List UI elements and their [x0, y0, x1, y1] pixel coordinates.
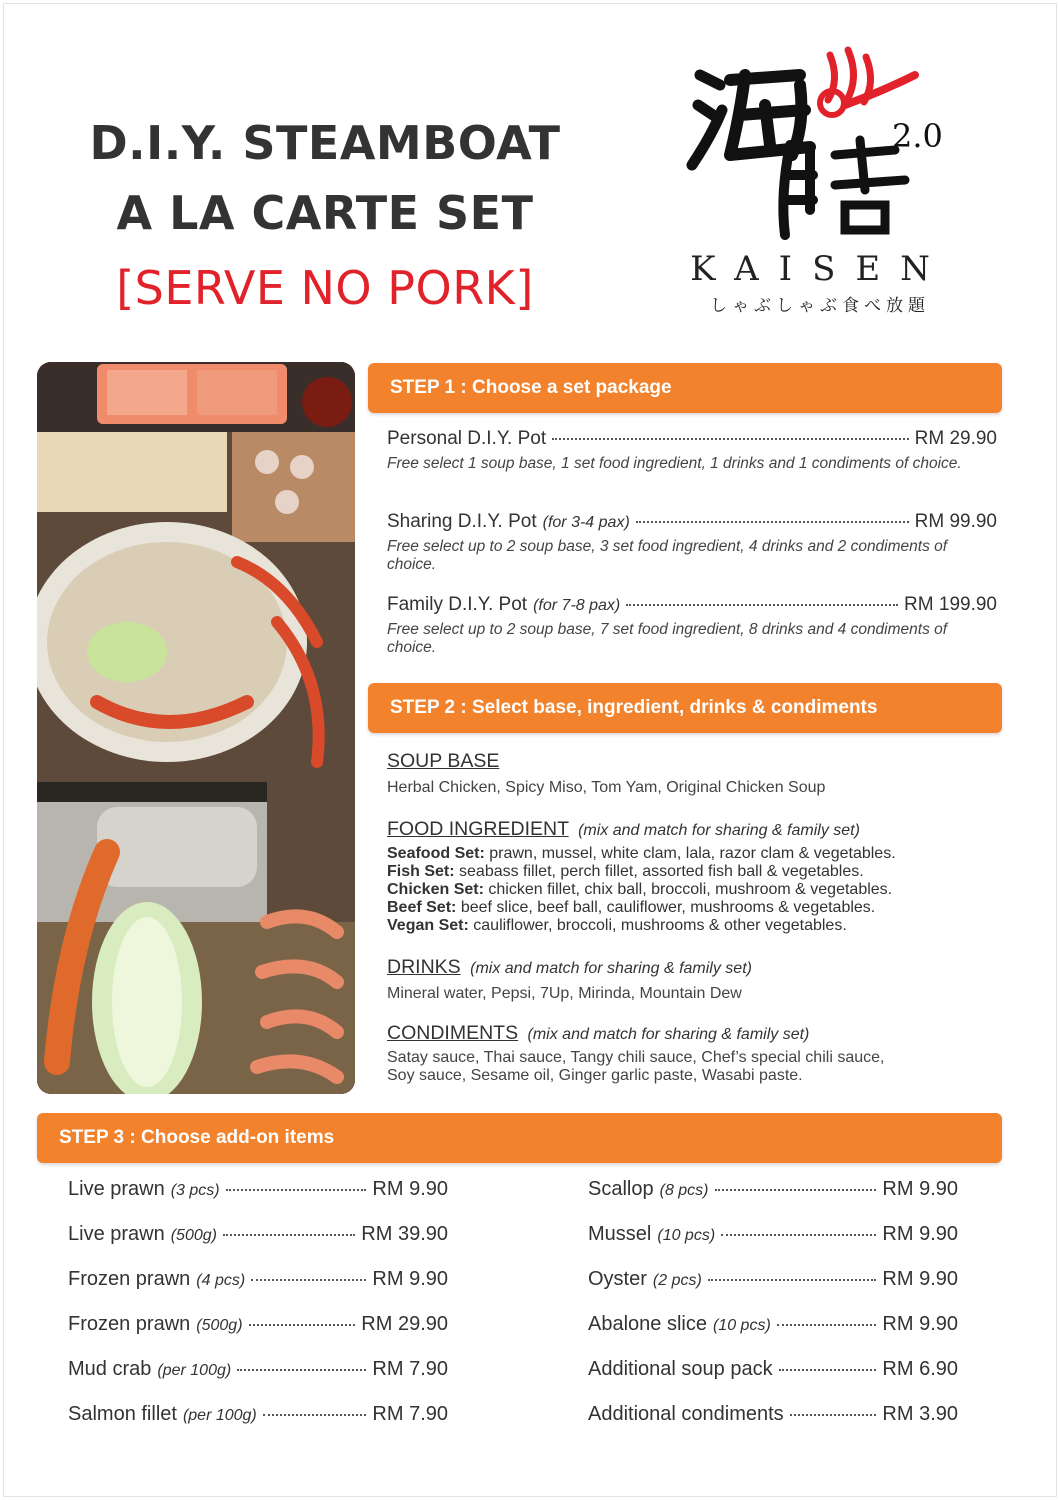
- leader-dots: [223, 1234, 355, 1236]
- title-line-1: D.I.Y. STEAMBOAT: [89, 116, 561, 170]
- food-ingredient-section: [387, 818, 997, 935]
- addon-name: Live prawn: [68, 1178, 165, 1200]
- addon-name: Frozen prawn: [68, 1268, 191, 1290]
- addon-item: [588, 1403, 958, 1426]
- condiments-heading: CONDIMENTS: [387, 1022, 519, 1044]
- addon-name: Salmon fillet: [68, 1403, 177, 1425]
- package-note: (for 3-4 pax): [542, 514, 630, 531]
- logo-version: 2.0: [892, 117, 943, 155]
- package-name: Family D.I.Y. Pot: [387, 594, 528, 615]
- food-ingredient-note: (mix and match for sharing & family set): [578, 822, 860, 839]
- package-price: RM 199.90: [904, 594, 997, 615]
- leader-dots: [251, 1279, 366, 1281]
- addon-qty: (500g): [170, 1227, 217, 1244]
- addon-price: RM 9.90: [882, 1313, 958, 1335]
- ingredient-set-row: [387, 845, 997, 863]
- logo-tagline: しゃぶしゃぶ食べ放題: [710, 296, 930, 316]
- leader-dots: [249, 1324, 356, 1326]
- no-pork-notice: [SERVE NO PORK]: [116, 261, 534, 315]
- drinks-heading: DRINKS: [387, 956, 461, 978]
- addon-price: RM 39.90: [361, 1223, 448, 1245]
- steamboat-photo: [37, 362, 355, 1094]
- addon-name: Frozen prawn: [68, 1313, 191, 1335]
- addon-item: [588, 1313, 958, 1336]
- set-items: seabass fillet, perch fillet, assorted fish ball & vegetables.: [459, 863, 864, 880]
- package-price: RM 29.90: [914, 428, 997, 449]
- leader-dots: [779, 1369, 877, 1371]
- addon-name: Mud crab: [68, 1358, 152, 1380]
- set-name: Seafood Set:: [387, 845, 485, 862]
- logo-brand-name: KAISEN: [690, 249, 950, 289]
- ingredient-set-row: [387, 899, 997, 917]
- addon-name: Additional condiments: [588, 1403, 784, 1425]
- ingredient-set-row: [387, 863, 997, 881]
- addon-qty: (10 pcs): [657, 1227, 716, 1244]
- leader-dots: [715, 1189, 877, 1191]
- addon-qty: (per 100g): [182, 1407, 257, 1424]
- set-items: beef slice, beef ball, cauliflower, mushrooms & vegetables.: [460, 899, 876, 916]
- title-block: [40, 108, 610, 328]
- package-sharing: [387, 511, 997, 574]
- addon-item: [68, 1358, 448, 1381]
- addon-name: Oyster: [588, 1268, 647, 1290]
- package-family: [387, 594, 997, 657]
- addon-name: Additional soup pack: [588, 1358, 773, 1380]
- leader-dots: [226, 1189, 367, 1191]
- addon-qty: (10 pcs): [712, 1317, 771, 1334]
- addon-qty: (4 pcs): [196, 1272, 246, 1289]
- addon-qty: (2 pcs): [652, 1272, 702, 1289]
- addon-item: [68, 1178, 448, 1201]
- step1-header: STEP 1 : Choose a set package: [368, 363, 1002, 413]
- package-desc: Free select 1 soup base, 1 set food ingredient, 1 drinks and 1 condiments of choice.: [387, 455, 962, 472]
- ingredient-set-row: [387, 917, 997, 935]
- condiments-section: [387, 1022, 997, 1085]
- addon-price: RM 29.90: [361, 1313, 448, 1335]
- package-name: Personal D.I.Y. Pot: [387, 428, 547, 449]
- set-name: Vegan Set:: [387, 917, 469, 934]
- addon-qty: (3 pcs): [170, 1182, 220, 1199]
- title-line-2: A LA CARTE SET: [116, 186, 534, 240]
- addon-item: [588, 1223, 958, 1246]
- step3-header: STEP 3 : Choose add-on items: [37, 1113, 1002, 1163]
- addon-name: Mussel: [588, 1223, 652, 1245]
- kaisen-logo: [670, 45, 980, 320]
- addon-price: RM 3.90: [882, 1403, 958, 1425]
- package-personal: [387, 428, 997, 473]
- soup-base-heading: SOUP BASE: [387, 750, 500, 772]
- addon-price: RM 7.90: [372, 1403, 448, 1425]
- leader-dots: [237, 1369, 366, 1371]
- soup-base-list: Herbal Chicken, Spicy Miso, Tom Yam, Original Chicken Soup: [387, 779, 826, 796]
- addon-qty: (500g): [196, 1317, 243, 1334]
- package-price: RM 99.90: [914, 511, 997, 532]
- drinks-section: [387, 956, 997, 1003]
- set-items: chicken fillet, chix ball, broccoli, mushroom & vegetables.: [488, 881, 893, 898]
- leader-dots: [790, 1414, 877, 1416]
- leader-dots: [708, 1279, 877, 1281]
- addon-price: RM 9.90: [372, 1178, 448, 1200]
- addon-name: Abalone slice: [588, 1313, 707, 1335]
- set-items: cauliflower, broccoli, mushrooms & other vegetables.: [473, 917, 847, 934]
- addon-price: RM 9.90: [372, 1268, 448, 1290]
- addon-item: [68, 1403, 448, 1426]
- addon-qty: (8 pcs): [659, 1182, 709, 1199]
- addon-item: [68, 1223, 448, 1246]
- ingredient-set-row: [387, 881, 997, 899]
- addon-item: [588, 1178, 958, 1201]
- set-items: prawn, mussel, white clam, lala, razor clam & vegetables.: [489, 845, 896, 862]
- addon-price: RM 9.90: [882, 1268, 958, 1290]
- condiments-note: (mix and match for sharing & family set): [527, 1026, 810, 1043]
- drinks-list: Mineral water, Pepsi, 7Up, Mirinda, Mountain Dew: [387, 985, 742, 1002]
- leader-dots: [777, 1324, 877, 1326]
- package-note: (for 7-8 pax): [533, 597, 621, 614]
- soup-base-section: [387, 750, 997, 797]
- addon-item: [68, 1313, 448, 1336]
- leader-dots: [636, 521, 909, 523]
- leader-dots: [263, 1414, 367, 1416]
- leader-dots: [626, 604, 898, 606]
- set-name: Fish Set:: [387, 863, 455, 880]
- addon-item: [588, 1358, 958, 1381]
- addon-name: Live prawn: [68, 1223, 165, 1245]
- condiments-line: Soy sauce, Sesame oil, Ginger garlic paste, Wasabi paste.: [387, 1067, 803, 1084]
- addon-price: RM 9.90: [882, 1178, 958, 1200]
- step2-header: STEP 2 : Select base, ingredient, drinks & condiments: [368, 683, 1002, 733]
- package-desc: Free select up to 2 soup base, 7 set food ingredient, 8 drinks and 4 condiments of choice.: [387, 621, 948, 656]
- package-desc: Free select up to 2 soup base, 3 set food ingredient, 4 drinks and 2 condiments of choice.: [387, 538, 948, 573]
- addon-item: [588, 1268, 958, 1291]
- addon-price: RM 9.90: [882, 1223, 958, 1245]
- drinks-note: (mix and match for sharing & family set): [470, 960, 752, 977]
- package-name: Sharing D.I.Y. Pot: [387, 511, 537, 532]
- set-name: Chicken Set:: [387, 881, 484, 898]
- addon-price: RM 6.90: [882, 1358, 958, 1380]
- set-name: Beef Set:: [387, 899, 457, 916]
- condiments-line: Satay sauce, Thai sauce, Tangy chili sauce, Chef’s special chili sauce,: [387, 1049, 885, 1066]
- leader-dots: [721, 1234, 876, 1236]
- addon-name: Scallop: [588, 1178, 654, 1200]
- leader-dots: [552, 438, 909, 440]
- food-ingredient-heading: FOOD INGREDIENT: [387, 818, 569, 840]
- addon-qty: (per 100g): [157, 1362, 232, 1379]
- addon-price: RM 7.90: [372, 1358, 448, 1380]
- addon-item: [68, 1268, 448, 1291]
